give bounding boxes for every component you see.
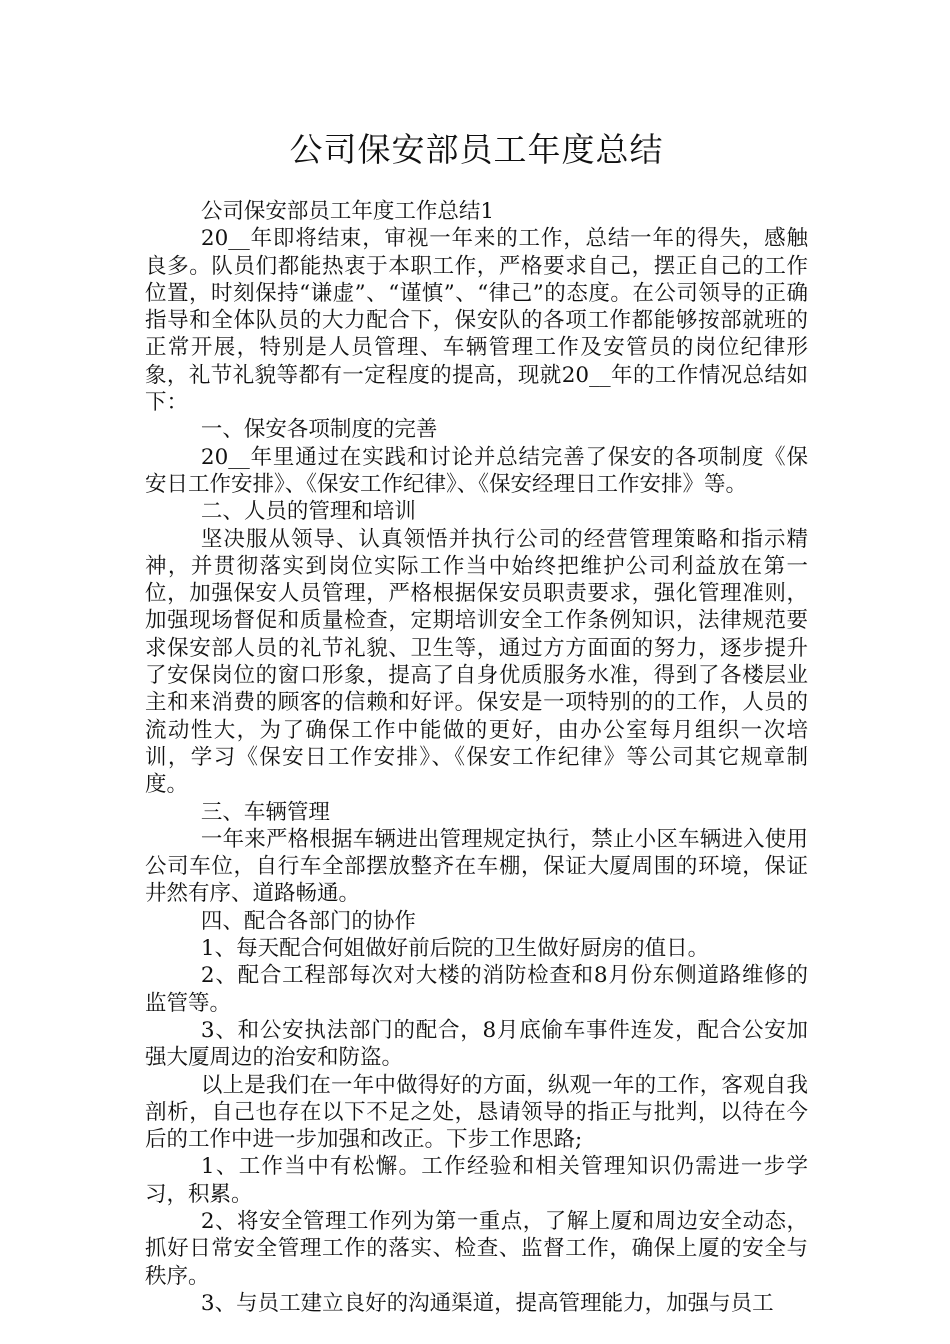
body-paragraph: 以上是我们在一年中做得好的方面，纵观一年的工作，客观自我剖析，自己也存在以下不足之处，恳请领导的指正与批判，以待在今后的工作中进一步加强和改正。下步工作思路; (145, 1072, 808, 1153)
section-heading-1: 一、保安各项制度的完善 (200, 417, 438, 443)
list-item: 1、工作当中有松懈。工作经验和相关管理知识仍需进一步学习，积累。 (145, 1154, 808, 1207)
list-item: 2、将安全管理工作列为第一重点，了解上厦和周边安全动态，抓好日常安全管理工作的落实、检查、监督工作，确保上厦的安全与秩序。 (145, 1208, 808, 1289)
intro-paragraph: 20__年即将结束，审视一年来的工作，总结一年的得失，感触良多。队员们都能热衷于本职工作，严格要求自己，摆正自己的工作位置，时刻保持“谦虚”、“谨慎”、“律己”的态度。在公司领导的正确指导和全体队员的大力配合下，保安队的各项工作都能够按部就班的正常开展，特别是人员管理、车辆管理工作及安管员的岗位纪律形象，礼节礼貌等都有一定程度的提高，现就20__年的工作情况总结如下： (145, 226, 808, 416)
document-body (145, 198, 808, 1317)
section-heading-4: 四、配合各部门的协作 (200, 908, 416, 934)
body-paragraph: 坚决服从领导、认真领悟并执行公司的经营管理策略和指示精神，并贯彻落实到岗位实际工作当中始终把维护公司利益放在第一位，加强保安人员管理，严格根据保安员职责要求，强化管理准则，加强现场督促和质量检查，定期培训安全工作条例知识，法律规范要求保安部人员的礼节礼貌、卫生等，通过方方面面的努力，逐步提升了安保岗位的窗口形象，提高了自身优质服务水准，得到了各楼层业主和来消费的顾客的信赖和好评。保安是一项特别的的工作，人员的流动性大，为了确保工作中能做的更好，由办公室每月组织一次培训，学习《保安日工作安排》、《保安工作纪律》等公司其它规章制度。 (145, 526, 808, 798)
list-item: 3、和公安执法部门的配合，8月底偷车事件连发，配合公安加强大厦周边的治安和防盗。 (145, 1017, 808, 1071)
subtitle-paragraph: 公司保安部员工年度工作总结1 (200, 199, 495, 224)
section-heading-3: 三、车辆管理 (200, 799, 330, 825)
list-item: 3、与员工建立良好的沟通渠道，提高管理能力，加强与员工 (200, 1290, 774, 1316)
list-item: 1、每天配合何姐做好前后院的卫生做好厨房的值日。 (200, 936, 710, 962)
list-item: 2、配合工程部每次对大楼的消防检查和8月份东侧道路维修的监管等。 (145, 963, 808, 1016)
document-title: 公司保安部员工年度总结 (289, 130, 664, 169)
body-paragraph: 20__年里通过在实践和讨论并总结完善了保安的各项制度《保安日工作安排》、《保安工作纪律》、《保安经理日工作安排》等。 (145, 444, 808, 497)
body-paragraph: 一年来严格根据车辆进出管理规定执行，禁止小区车辆进入使用公司车位，自行车全部摆放整齐在车棚，保证大厦周围的环境，保证井然有序、道路畅通。 (145, 826, 808, 907)
section-heading-2: 二、人员的管理和培训 (200, 499, 416, 525)
